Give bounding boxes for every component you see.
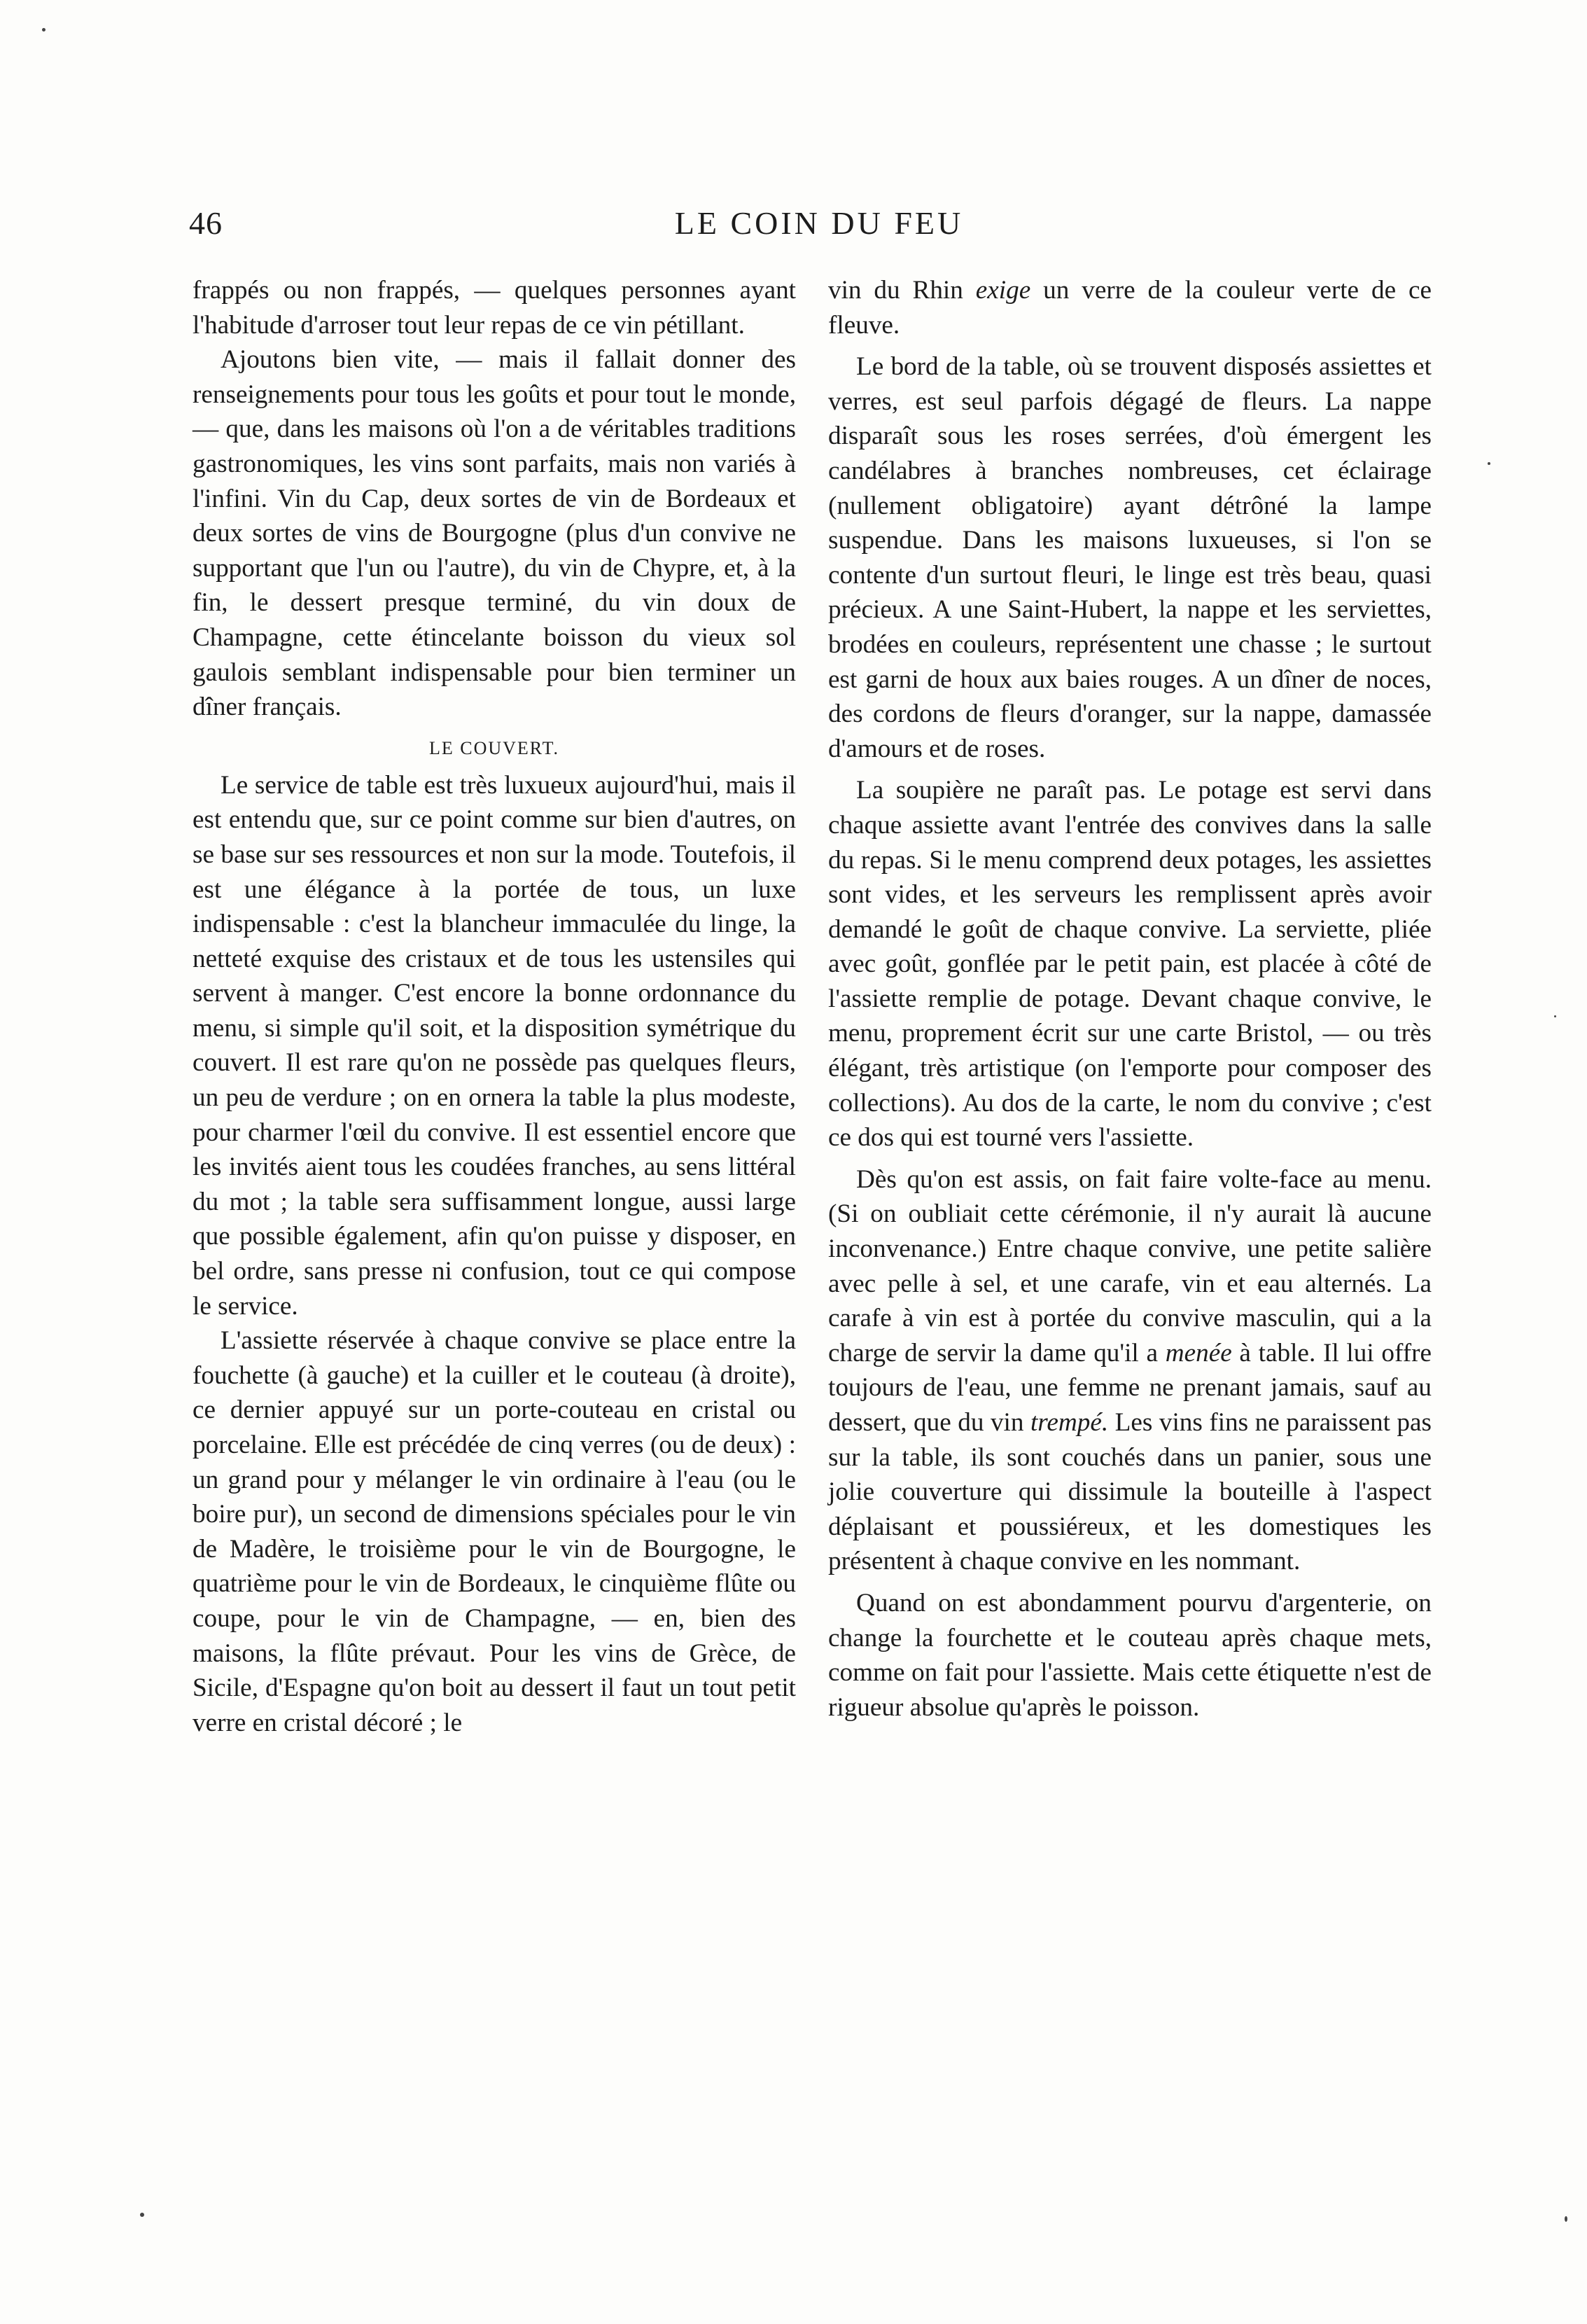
page-header (189, 204, 1449, 253)
italic-run: trempé. (1030, 1408, 1109, 1437)
paragraph: Ajoutons bien vite, — mais il fallait donner des renseignements pour tous les goûts et pour tout le monde, — que, dans les maisons où l'on a de véritables traditions gastronomiques, les vins sont parfaits, mais non variés à l'infini. Vin du Cap, deux sortes de vin de Bordeaux et deux sortes de vins de Bourgogne (plus d'un convive ne supportant que l'un ou l'autre), du vin de Chypre, et, à la fin, le dessert presque terminé, du vin doux de Champagne, cette étincelante boisson du vieux sol gaulois semblant indispensable pour bien terminer un dîner français. (193, 345, 796, 722)
text-run: Dès qu'on est assis, on fait faire volte-face au menu. (Si on oubliait cette cérémonie, il n'y aurait là aucune inconvenance.) Entre chaque convive, une petite salière avec pelle à sel, et une carafe, vin et eau alternés. La carafe à vin est à portée du convive masculin, qui a la charge de servir la dame qu'il a (828, 1164, 1432, 1368)
running-title: LE COIN DU FEU (674, 205, 964, 241)
scan-speck (42, 28, 46, 32)
scan-speck (1554, 1015, 1556, 1017)
text-run: un verre de la couleur verte de ce fleuve. (828, 276, 1432, 340)
scan-speck (140, 2213, 144, 2217)
paragraph (828, 273, 1432, 342)
paragraph: La soupière ne paraît pas. Le potage est servi dans chaque assiette avant l'entrée des convives dans la salle du repas. Si le menu comprend deux potages, les assiettes sont vides, et les serveurs les remplissent après avoir demandé le goût de chaque convive. La serviette, pliée avec goût, gonflée par le petit pain, est placée à côté de l'assiette remplie de potage. Devant chaque convive, le menu, proprement écrit sur une carte Bristol, — ou très élégant, très artistique (on l'emporte pour composer des collections). Au dos de la carte, le nom du convive ; c'est ce dos qui est tourné vers l'assiette. (828, 776, 1432, 1153)
scan-speck (1565, 2216, 1567, 2222)
left-column (193, 273, 796, 1740)
italic-run: exige (975, 276, 1031, 305)
paragraph: Quand on est abondamment pourvu d'argenterie, on change la fourchette et le couteau après chaque mets, comme on fait pour l'assiette. Mais cette étiquette n'est de rigueur absolue qu'après le poisson. (828, 1588, 1432, 1722)
paragraph: Le bord de la table, où se trouvent disposés assiettes et verres, est seul parfois dégagé de fleurs. La nappe disparaît sous les roses serrées, d'où émergent les candélabres à branches nombreuses, cet éclairage (nullement obligatoire) ayant détrôné la lampe suspendue. Dans les maisons luxueuses, si l'on se contente d'un surtout fleuri, le linge est très beau, quasi précieux. A une Saint-Hubert, la nappe et les serviettes, brodées en couleurs, représentent une chasse ; le surtout est garni de houx aux baies rouges. A un dîner de noces, des cordons de fleurs d'oranger, sur la nappe, damassée d'amours et de roses. (828, 352, 1432, 763)
right-column (828, 273, 1432, 1725)
page-number: 46 (189, 205, 223, 241)
section-heading: LE COUVERT. (428, 737, 560, 758)
text-run: vin du Rhin (828, 276, 976, 305)
paragraph: frappés ou non frappés, — quelques personnes ayant l'habitude d'arroser tout leur repas de ce vin pétillant. (193, 276, 796, 340)
scan-speck (1488, 462, 1490, 465)
paragraph (828, 1162, 1432, 1579)
italic-run: menée (1165, 1338, 1232, 1368)
paragraph: Le service de table est très luxueux aujourd'hui, mais il est entendu que, sur ce point comme sur bien d'autres, on se base sur ses ressources et non sur la mode. Toutefois, il est une élégance à la portée de tous, un luxe indispensable : c'est la blancheur immaculée du linge, la netteté exquise des cristaux et de tous les ustensiles qui servent à manger. C'est encore la bonne ordonnance du menu, si simple qu'il soit, et la disposition symétrique du couvert. Il est rare qu'on ne possède pas quelques fleurs, un peu de verdure ; on en ornera la table la plus modeste, pour charmer l'œil du convive. Il est essentiel encore que les invités aient tous les coudées franches, au sens littéral du mot ; la table sera suffisamment longue, aussi large que possible également, afin qu'on puisse y disposer, en bel ordre, sans presse ni confusion, tout ce qui compose le service. (193, 770, 796, 1321)
text-run: à table. Il lui offre toujours de l'eau, une femme ne prenant jamais, sauf au dessert, que du vin (828, 1338, 1432, 1437)
text-run: Les vins fins ne paraissent pas sur la table, ils sont couchés dans un panier, sous une jolie couverture qui dissimule la bouteille à l'aspect déplaisant et poussiéreux, et les domestiques les présentent à chaque convive en les nommant. (828, 1408, 1432, 1576)
paragraph: L'assiette réservée à chaque convive se place entre la fouchette (à gauche) et la cuiller et le couteau (à droite), ce dernier appuyé sur un porte-couteau en cristal ou porcelaine. Elle est précédée de cinq verres (ou de deux) : un grand pour y mélanger le vin ordinaire à l'eau (ou le boire pur), un second de dimensions spéciales pour le vin de Madère, le troisième pour le vin de Bourgogne, le quatrième pour le vin de Bordeaux, le cinquième flûte ou coupe, pour le vin de Champagne, — en, bien des maisons, la flûte prévaut. Pour les vins de Grèce, de Sicile, d'Espagne qu'on boit au dessert il faut un tout petit verre en cristal décoré ; le (193, 1326, 796, 1737)
